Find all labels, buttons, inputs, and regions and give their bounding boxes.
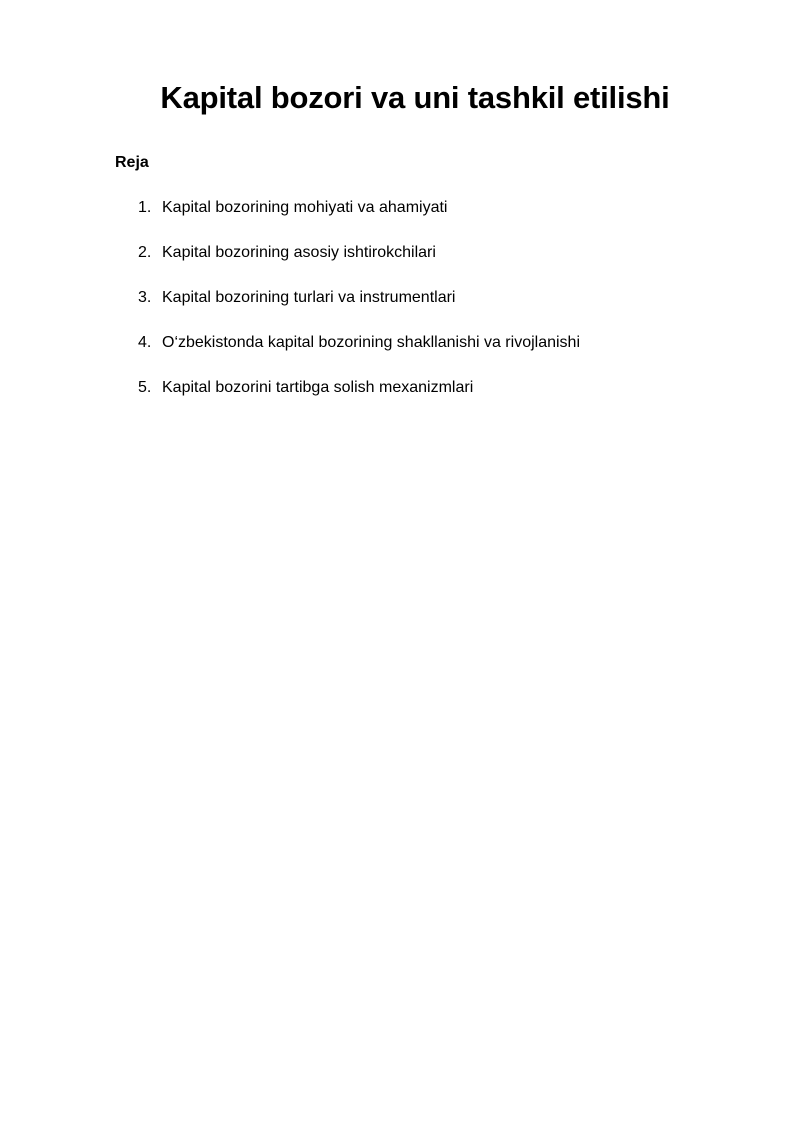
list-item-text: Kapital bozorining asosiy ishtirokchilari [162,244,436,261]
list-item [138,198,580,243]
list-item-number: 5. [138,379,152,396]
list-item-number: 4. [138,334,152,351]
list-item-text: Kapital bozorining mohiyati va ahamiyati [162,199,448,216]
document-title: Kapital bozori va uni tashkil etilishi [160,80,670,115]
list-item-number: 3. [138,289,152,306]
list-item-text: Kapital bozorining turlari va instrumentlari [162,289,456,306]
list-item-text: Kapital bozorini tartibga solish mexanizmlari [162,379,474,396]
list-item [138,288,580,333]
list-item-text: O‘zbekistonda kapital bozorining shakllanishi va rivojlanishi [162,334,580,351]
list-item [138,333,580,378]
plan-list [138,198,580,423]
list-item [138,243,580,288]
plan-heading: Reja [115,154,149,171]
list-item [138,378,580,423]
list-item-number: 1. [138,199,152,216]
list-item-number: 2. [138,244,152,261]
